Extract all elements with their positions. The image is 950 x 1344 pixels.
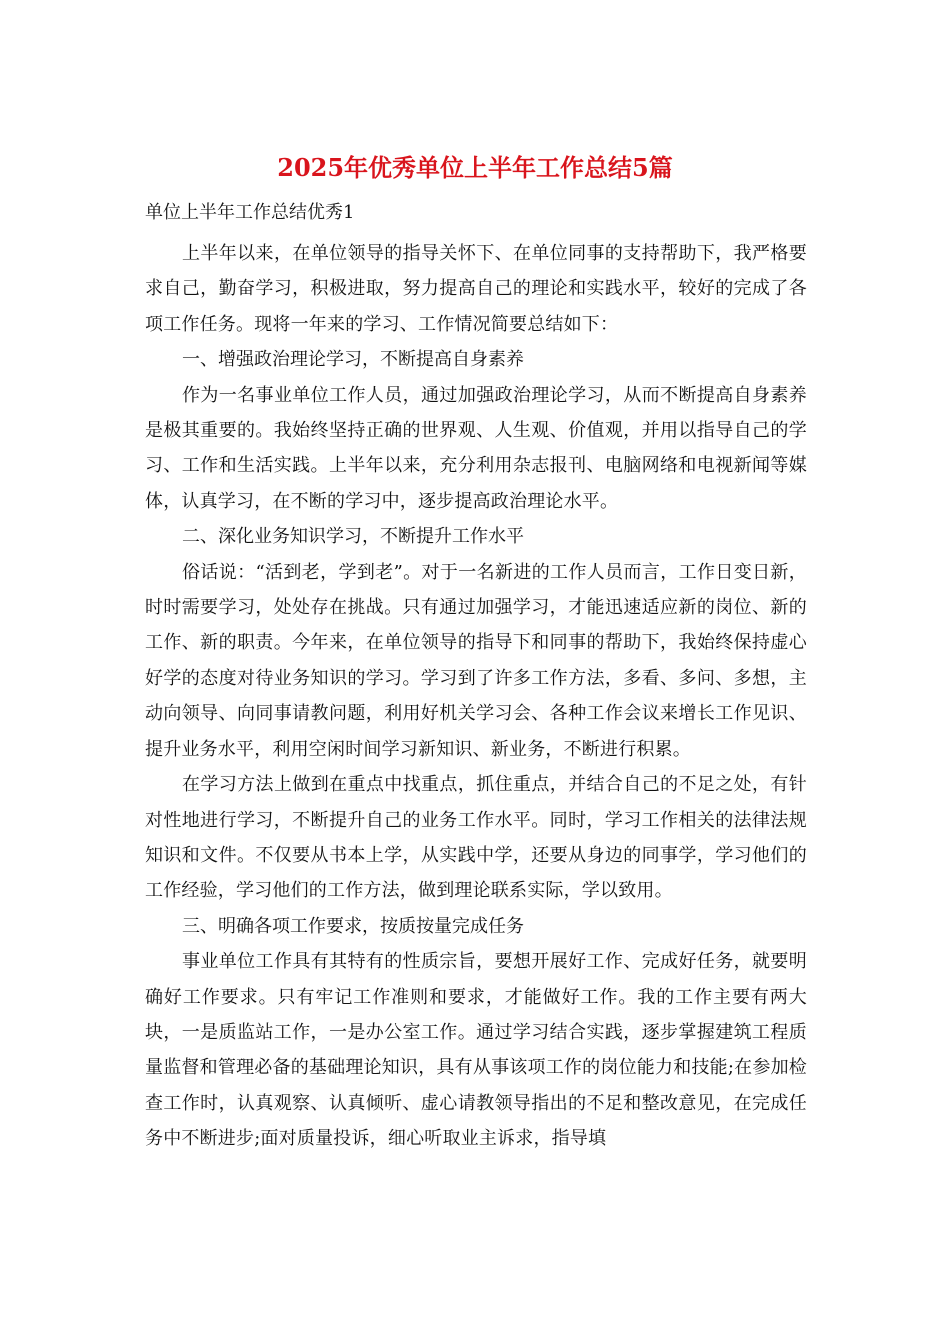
section-heading-3: 三、明确各项工作要求，按质按量完成任务 [182,915,524,937]
paragraph-4: 事业单位工作具有其特有的性质宗旨，要想开展好工作、完成好任务，就要明确好工作要求。只有牢记工作准则和要求，才能做好工作。我的工作主要有两大块，一是质监站工作，一是办公室工作。通过学习结合实践，逐步掌握建筑工程质量监督和管理必备的基础理论知识，具有从事该项工作的岗位能力和技能;在参加检查工作时，认真观察、认真倾听、虚心请教领导指出的不足和整改意见，在完成任务中不断进步;面对质量投诉，细心听取业主诉求，指导填 [145,951,807,1150]
document-body [145,200,807,1157]
paragraph-2: 俗话说：“活到老，学到老”。对于一名新进的工作人员而言，工作日变日新，时时需要学习，处处存在挑战。只有通过加强学习，才能迅速适应新的岗位、新的工作、新的职责。今年来，在单位领导的指导下和同事的帮助下，我始终保持虚心好学的态度对待业务知识的学习。学习到了许多工作方法，多看、多问、多想，主动向领导、向同事请教问题，利用好机关学习会、各种工作会议来增长工作见识、提升业务水平，利用空闲时间学习新知识、新业务，不断进行积累。 [145,561,807,760]
section-heading-2: 二、深化业务知识学习，不断提升工作水平 [182,526,524,548]
document-title: 2025年优秀单位上半年工作总结5篇 [277,153,673,182]
paragraph-3: 在学习方法上做到在重点中找重点，抓住重点，并结合自己的不足之处，有针对性地进行学习，不断提升自己的业务工作水平。同时，学习工作相关的法律法规知识和文件。不仅要从书本上学，从实践中学，还要从身边的同事学，学习他们的工作经验，学习他们的工作方法，做到理论联系实际，学以致用。 [145,774,807,902]
section-heading-1: 一、增强政治理论学习，不断提高自身素养 [182,349,524,371]
paragraph-1: 作为一名事业单位工作人员，通过加强政治理论学习，从而不断提高自身素养是极其重要的。我始终坚持正确的世界观、人生观、价值观，并用以指导自己的学习、工作和生活实践。上半年以来，充分利用杂志报刊、电脑网络和电视新闻等媒体，认真学习，在不断的学习中，逐步提高政治理论水平。 [145,384,807,512]
section-title: 单位上半年工作总结优秀1 [145,202,355,223]
intro-paragraph: 上半年以来，在单位领导的指导关怀下、在单位同事的支持帮助下，我严格要求自己，勤奋学习，积极进取，努力提高自己的理论和实践水平，较好的完成了各项工作任务。现将一年来的学习、工作情况简要总结如下： [145,243,807,335]
